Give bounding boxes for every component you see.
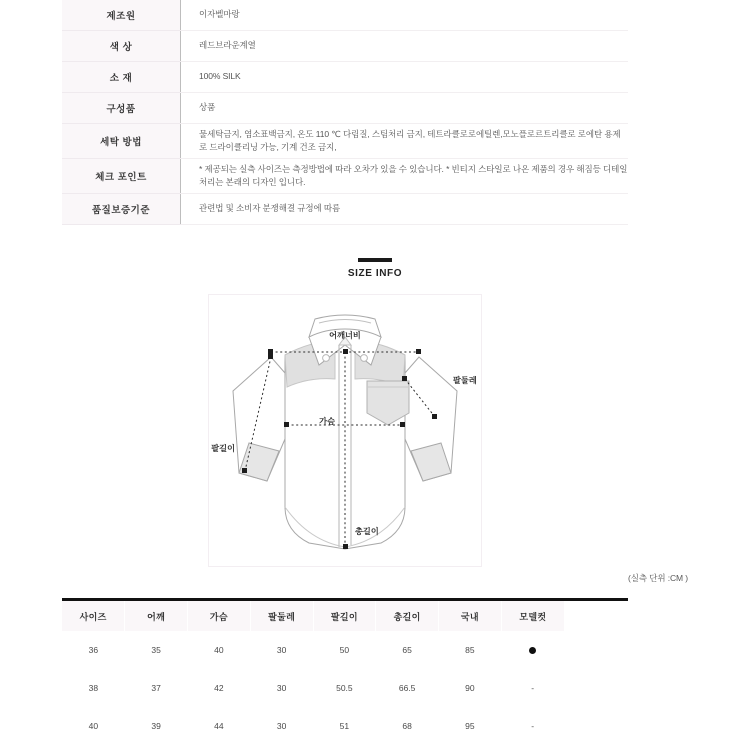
- column-header-sleeve-length: 팔길이: [313, 601, 376, 631]
- cell-arm-circumference: 30: [276, 683, 287, 693]
- spec-value: 물세탁금지, 염소표백금지, 온도 110 ℃ 다림질, 스팀처리 금지, 테트라클로로에틸렌,모노플로르트리클로 로에탄 용제로 드라이클리닝 가능, 기계 건조 금지,: [181, 124, 629, 159]
- cell-shoulder: 35: [151, 645, 161, 655]
- size-measurement-table: [62, 601, 564, 745]
- size-table-container: [62, 598, 628, 745]
- size-table-body: [62, 631, 564, 745]
- spec-value: 상품: [181, 93, 629, 124]
- column-header-model-cut: 모델컷: [501, 601, 564, 631]
- table-row: [62, 194, 628, 225]
- spec-value: * 제공되는 실측 사이즈는 측정방법에 따라 오차가 있을 수 있습니다. * 빈티지 스타일로 나온 제품의 경우 해짐등 디테일 처리는 본래의 디자인 입니다.: [181, 159, 629, 194]
- table-row: [62, 93, 628, 124]
- label-arm-circumference: 팔둘레: [453, 376, 477, 385]
- column-header-chest: 가슴: [188, 601, 251, 631]
- column-header-arm-circumference: 팔둘레: [250, 601, 313, 631]
- button-left: [323, 355, 330, 362]
- column-header-domestic: 국내: [439, 601, 502, 631]
- endpoint-hem-center: [343, 544, 348, 549]
- button-right: [361, 355, 368, 362]
- measurement-unit-note: (실측 단위 :CM ): [628, 573, 688, 583]
- cell-domestic: 95: [465, 721, 475, 731]
- endpoint-arm-bottom: [432, 414, 437, 419]
- column-header-shoulder: 어깨: [125, 601, 188, 631]
- table-row: [62, 31, 628, 62]
- table-header-row: [62, 601, 564, 631]
- table-row: [62, 669, 564, 707]
- spec-value: 관련법 및 소비자 분쟁해결 규정에 따름: [181, 194, 629, 225]
- table-row: [62, 159, 628, 194]
- spec-label: 품질보증기준: [62, 194, 181, 225]
- spec-table-body: [62, 0, 628, 225]
- cell-sleeve-length: 51: [339, 721, 350, 731]
- spec-value: 100% SILK: [181, 62, 629, 93]
- endpoint-shoulder-center: [343, 349, 348, 354]
- column-header-total-length: 총길이: [376, 601, 439, 631]
- size-table-head: [62, 601, 564, 631]
- spec-label: 색 상: [62, 31, 181, 62]
- table-row: [62, 631, 564, 669]
- cell-arm-circumference: 30: [276, 721, 287, 731]
- endpoint-sleeve-top: [268, 354, 273, 359]
- spec-label: 제조원: [62, 0, 181, 31]
- spec-value: 이자벨마랑: [181, 0, 629, 31]
- endpoint-arm-top: [402, 376, 407, 381]
- cell-shoulder: 39: [151, 721, 161, 731]
- table-row: [62, 707, 564, 745]
- spec-label: 체크 포인트: [62, 159, 181, 194]
- spec-label: 세탁 방법: [62, 124, 181, 159]
- endpoint-chest-left: [284, 422, 289, 427]
- model-cut-dot-icon: [529, 647, 536, 654]
- cell-total-length: 65: [402, 645, 412, 655]
- heading-rule-decoration: [358, 258, 392, 262]
- cell-chest: 42: [214, 683, 224, 693]
- label-total-length: 총길이: [355, 527, 379, 536]
- column-header-size: 사이즈: [62, 601, 125, 631]
- cell-chest: 44: [214, 721, 224, 731]
- cell-total-length: 66.5: [398, 683, 416, 693]
- cell-size: 36: [88, 645, 99, 655]
- cell-model-cut: -: [531, 683, 535, 693]
- spec-value: 레드브라운계열: [181, 31, 629, 62]
- size-diagram-box: [208, 294, 482, 567]
- shirt-diagram: [209, 295, 481, 566]
- label-shoulder-width: 어깨너비: [329, 331, 361, 340]
- table-row: [62, 0, 628, 31]
- label-chest: 가슴: [319, 417, 335, 426]
- label-sleeve-length: 팔길이: [211, 444, 235, 453]
- cell-domestic: 85: [465, 645, 475, 655]
- cell-size: 40: [88, 721, 99, 731]
- endpoint-shoulder-left: [268, 349, 273, 354]
- cell-model-cut: -: [531, 721, 535, 731]
- endpoint-sleeve-bottom: [242, 468, 247, 473]
- cell-arm-circumference: 30: [276, 645, 287, 655]
- cell-size: 38: [88, 683, 99, 693]
- endpoint-shoulder-right: [416, 349, 421, 354]
- product-spec-table: [62, 0, 628, 225]
- cell-sleeve-length: 50: [339, 645, 350, 655]
- endpoint-chest-right: [400, 422, 405, 427]
- table-row: [62, 62, 628, 93]
- size-info-heading: [0, 258, 750, 279]
- cell-shoulder: 37: [151, 683, 161, 693]
- cell-chest: 40: [214, 645, 224, 655]
- table-row: [62, 124, 628, 159]
- cell-sleeve-length: 50.5: [336, 683, 353, 693]
- page-title: SIZE INFO: [347, 268, 403, 279]
- spec-label: 소 재: [62, 62, 181, 93]
- cell-model-cut: [501, 631, 564, 669]
- spec-label: 구성품: [62, 93, 181, 124]
- cell-total-length: 68: [402, 721, 412, 731]
- cell-domestic: 90: [465, 683, 475, 693]
